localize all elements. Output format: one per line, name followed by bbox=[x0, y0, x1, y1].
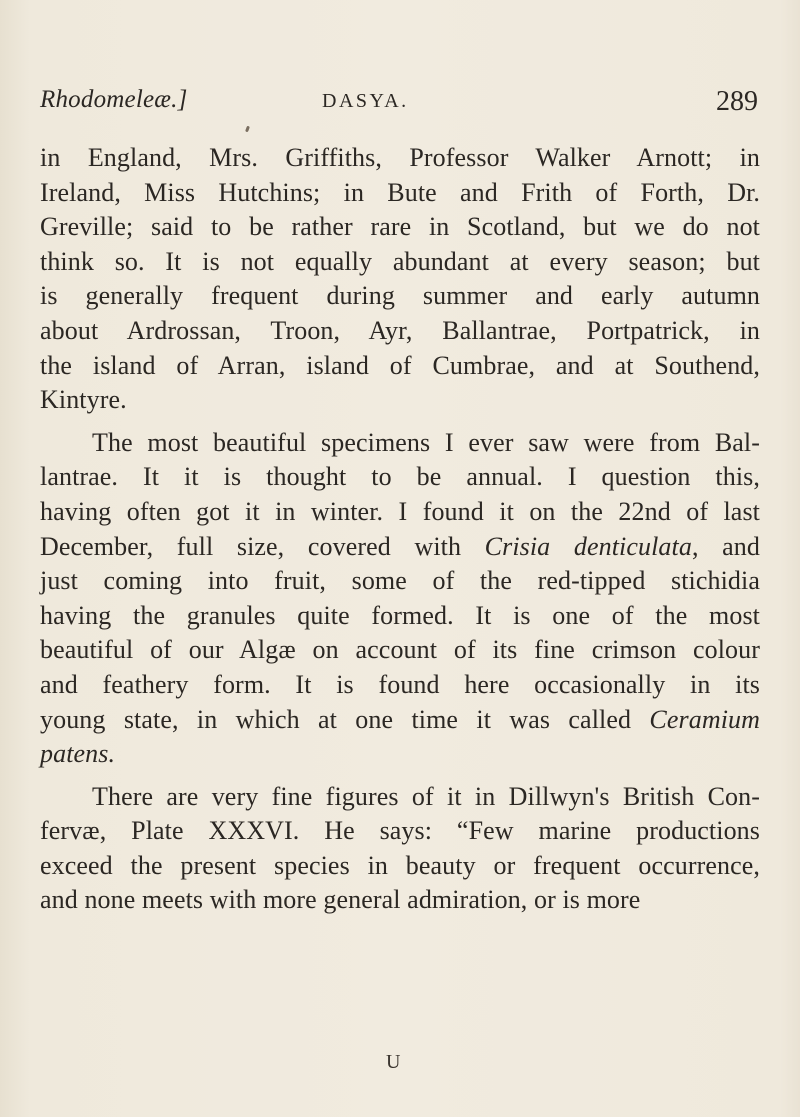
text-line: the island of Arran, island of Cumbrae, and at Southend, bbox=[40, 350, 760, 380]
page-number: 289 bbox=[716, 86, 758, 117]
text-line: lantrae. It it is thought to be annual. I question this, bbox=[40, 462, 760, 492]
text-line: about Ardrossan, Troon, Ayr, Ballantrae, Portpatrick, in bbox=[40, 315, 760, 345]
running-head bbox=[40, 86, 758, 120]
text-line: young state, in which at one time it was called Ceramium bbox=[40, 704, 760, 734]
print-speck bbox=[245, 126, 250, 133]
page-title: DASYA. bbox=[322, 90, 409, 112]
text-line: and none meets with more general admiration, or is more bbox=[40, 885, 641, 915]
paragraph bbox=[40, 780, 760, 918]
text-line: is generally frequent during summer and early autumn bbox=[40, 281, 760, 311]
text-line: having often got it in winter. I found it on the 22nd of last bbox=[40, 496, 760, 526]
paragraph bbox=[40, 426, 760, 772]
text-line: beautiful of our Algæ on account of its fine crimson colour bbox=[40, 635, 760, 665]
text-line: having the granules quite formed. It is one of the most bbox=[40, 600, 760, 630]
text-line: The most beautiful specimens I ever saw were from Bal- bbox=[92, 427, 760, 457]
text-line: There are very fine figures of it in Dillwyn's British Con- bbox=[92, 781, 760, 811]
text-line: and feathery form. It is found here occasionally in its bbox=[40, 669, 760, 699]
body-text bbox=[40, 141, 760, 918]
text-line: fervæ, Plate XXXVI. He says: “Few marine productions bbox=[40, 816, 760, 846]
text-line: Kintyre. bbox=[40, 385, 127, 415]
text-line: patens. bbox=[40, 739, 116, 769]
paragraph bbox=[40, 141, 760, 418]
text-line: think so. It is not equally abundant at every season; but bbox=[40, 246, 760, 276]
text-line: Greville; said to be rather rare in Scotland, but we do not bbox=[40, 212, 760, 242]
text-line: exceed the present species in beauty or frequent occurrence, bbox=[40, 850, 760, 880]
signature-mark: U bbox=[386, 1051, 401, 1073]
text-line: Ireland, Miss Hutchins; in Bute and Frith of Forth, Dr. bbox=[40, 177, 760, 207]
section-heading: Rhodomeleæ.] bbox=[40, 86, 188, 113]
text-line: December, full size, covered with Crisia denticulata, and bbox=[40, 531, 760, 561]
text-line: just coming into fruit, some of the red-tipped stichidia bbox=[40, 566, 760, 596]
text-line: in England, Mrs. Griffiths, Professor Walker Arnott; in bbox=[40, 143, 760, 172]
